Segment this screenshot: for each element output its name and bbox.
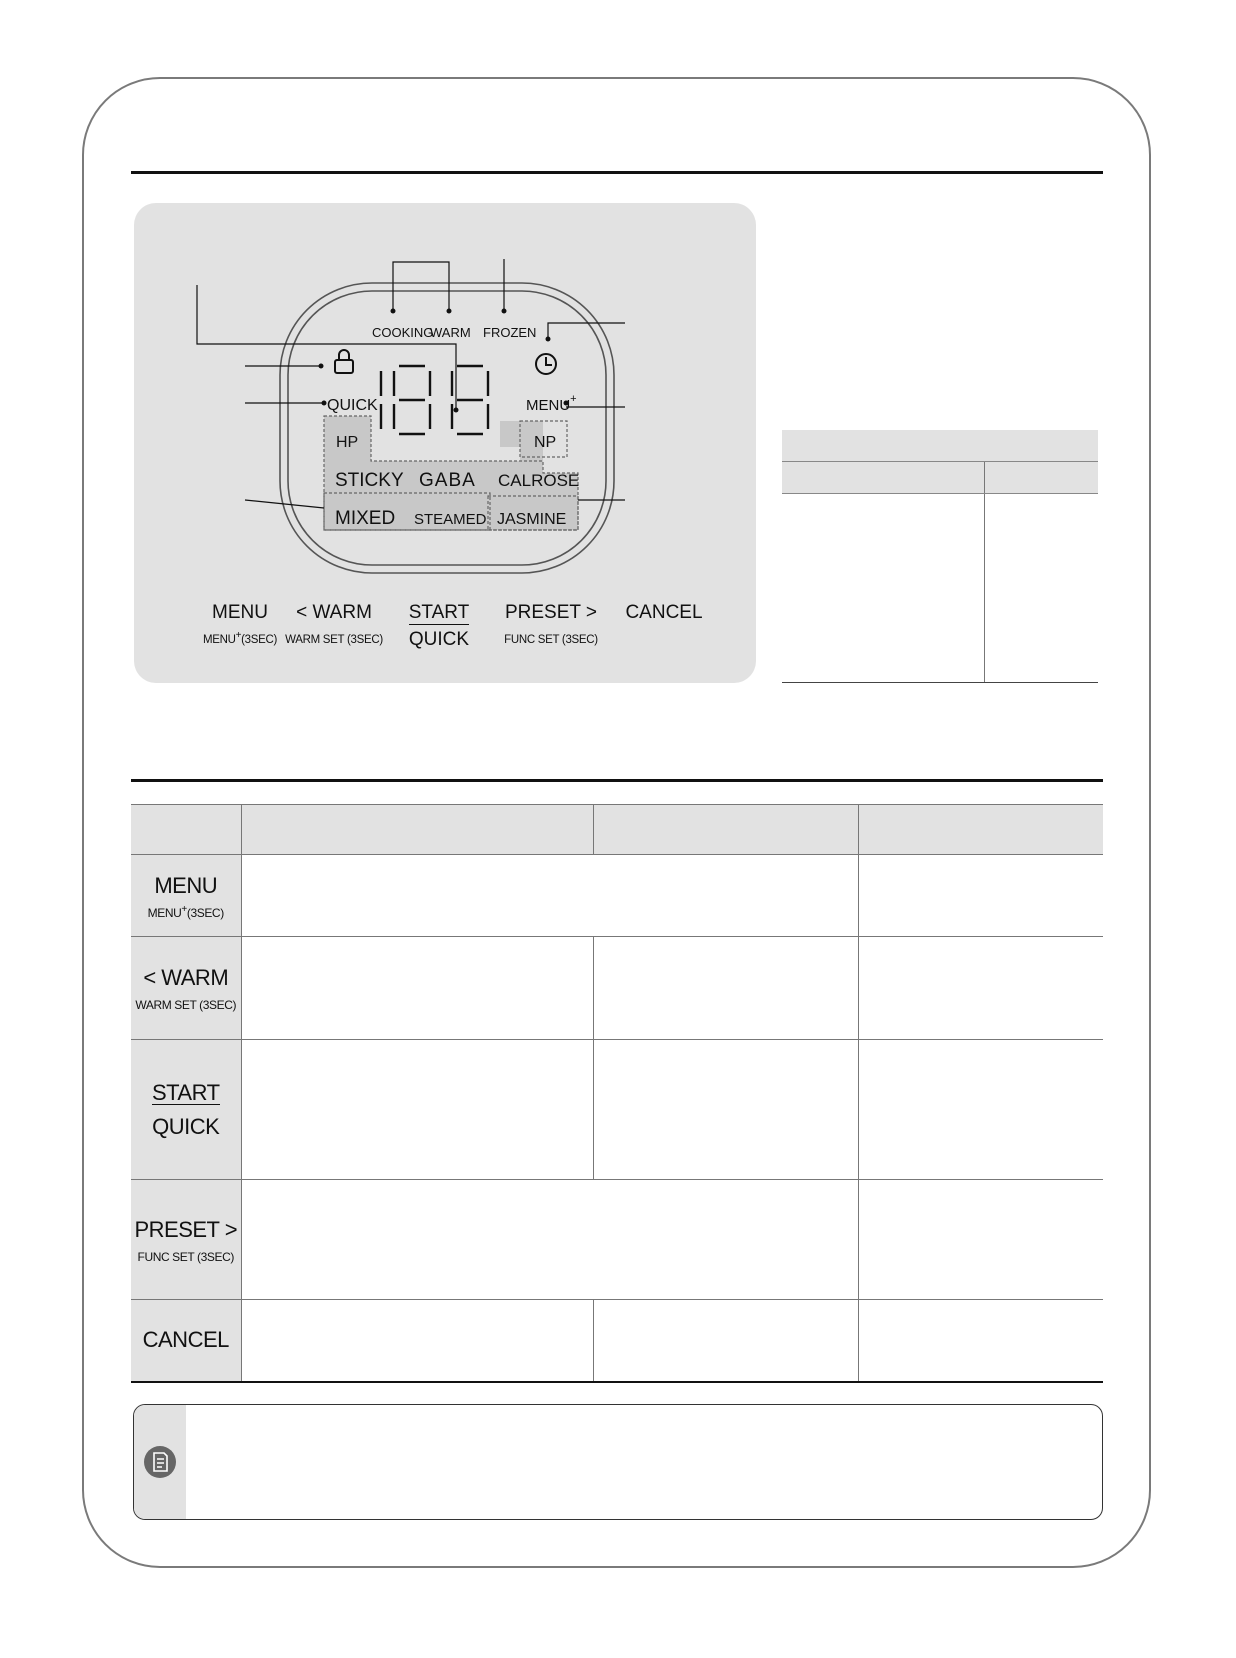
legend-table-body [782,494,1098,683]
row-key-warm: < WARM WARM SET (3SEC) [131,937,241,1040]
menu-gaba: GABA [419,470,476,491]
menu-sticky: STICKY [335,470,404,491]
panel-button-menu-sub: MENU+(3SEC) [202,630,278,646]
row-key-start-quick: START QUICK [131,1040,241,1180]
table-header-row [131,805,1103,855]
note-box [133,1404,1103,1520]
panel-button-quick: QUICK [408,629,470,650]
legend-table [782,430,1098,683]
status-frozen: FROZEN [483,325,537,340]
panel-button-warm-sub: WARM SET (3SEC) [285,634,383,646]
section-rule-top [131,171,1103,174]
table-row [131,1040,1103,1180]
clock-icon [536,354,556,374]
seven-segment-digits [381,366,488,434]
legend-table-subheader [782,462,1098,494]
panel-button-preset[interactable]: PRESET > [504,602,598,623]
button-function-table [131,804,1103,1383]
panel-button-menu[interactable]: MENU [212,602,268,623]
status-cooking: COOKING [372,325,434,340]
menu-mixed: MIXED [335,508,396,529]
table-row [131,1300,1103,1382]
row-key-preset: PRESET > FUNC SET (3SEC) [131,1180,241,1300]
panel-button-preset-sub: FUNC SET (3SEC) [504,634,598,646]
row-key-cancel: CANCEL [131,1300,241,1382]
table-row [131,937,1103,1040]
lock-icon [335,350,353,373]
section-rule-middle [131,779,1103,782]
control-panel-illustration [134,203,756,683]
indicator-menu-plus: MENU+ [526,393,577,414]
table-row [131,855,1103,937]
indicator-quick: QUICK [327,397,378,414]
menu-steamed: STEAMED [414,511,487,528]
status-warm: WARM [430,325,471,340]
note-icon [143,1445,177,1479]
menu-np: NP [534,434,557,451]
panel-button-start[interactable]: START [408,602,470,623]
menu-hp: HP [336,434,359,451]
row-key-menu: MENU MENU+(3SEC) [131,855,241,937]
table-row [131,1180,1103,1300]
panel-button-cancel[interactable]: CANCEL [625,602,703,623]
legend-table-header [782,430,1098,462]
panel-button-warm[interactable]: < WARM [296,602,372,623]
menu-jasmine: JASMINE [497,511,567,528]
menu-calrose: CALROSE [498,471,580,490]
